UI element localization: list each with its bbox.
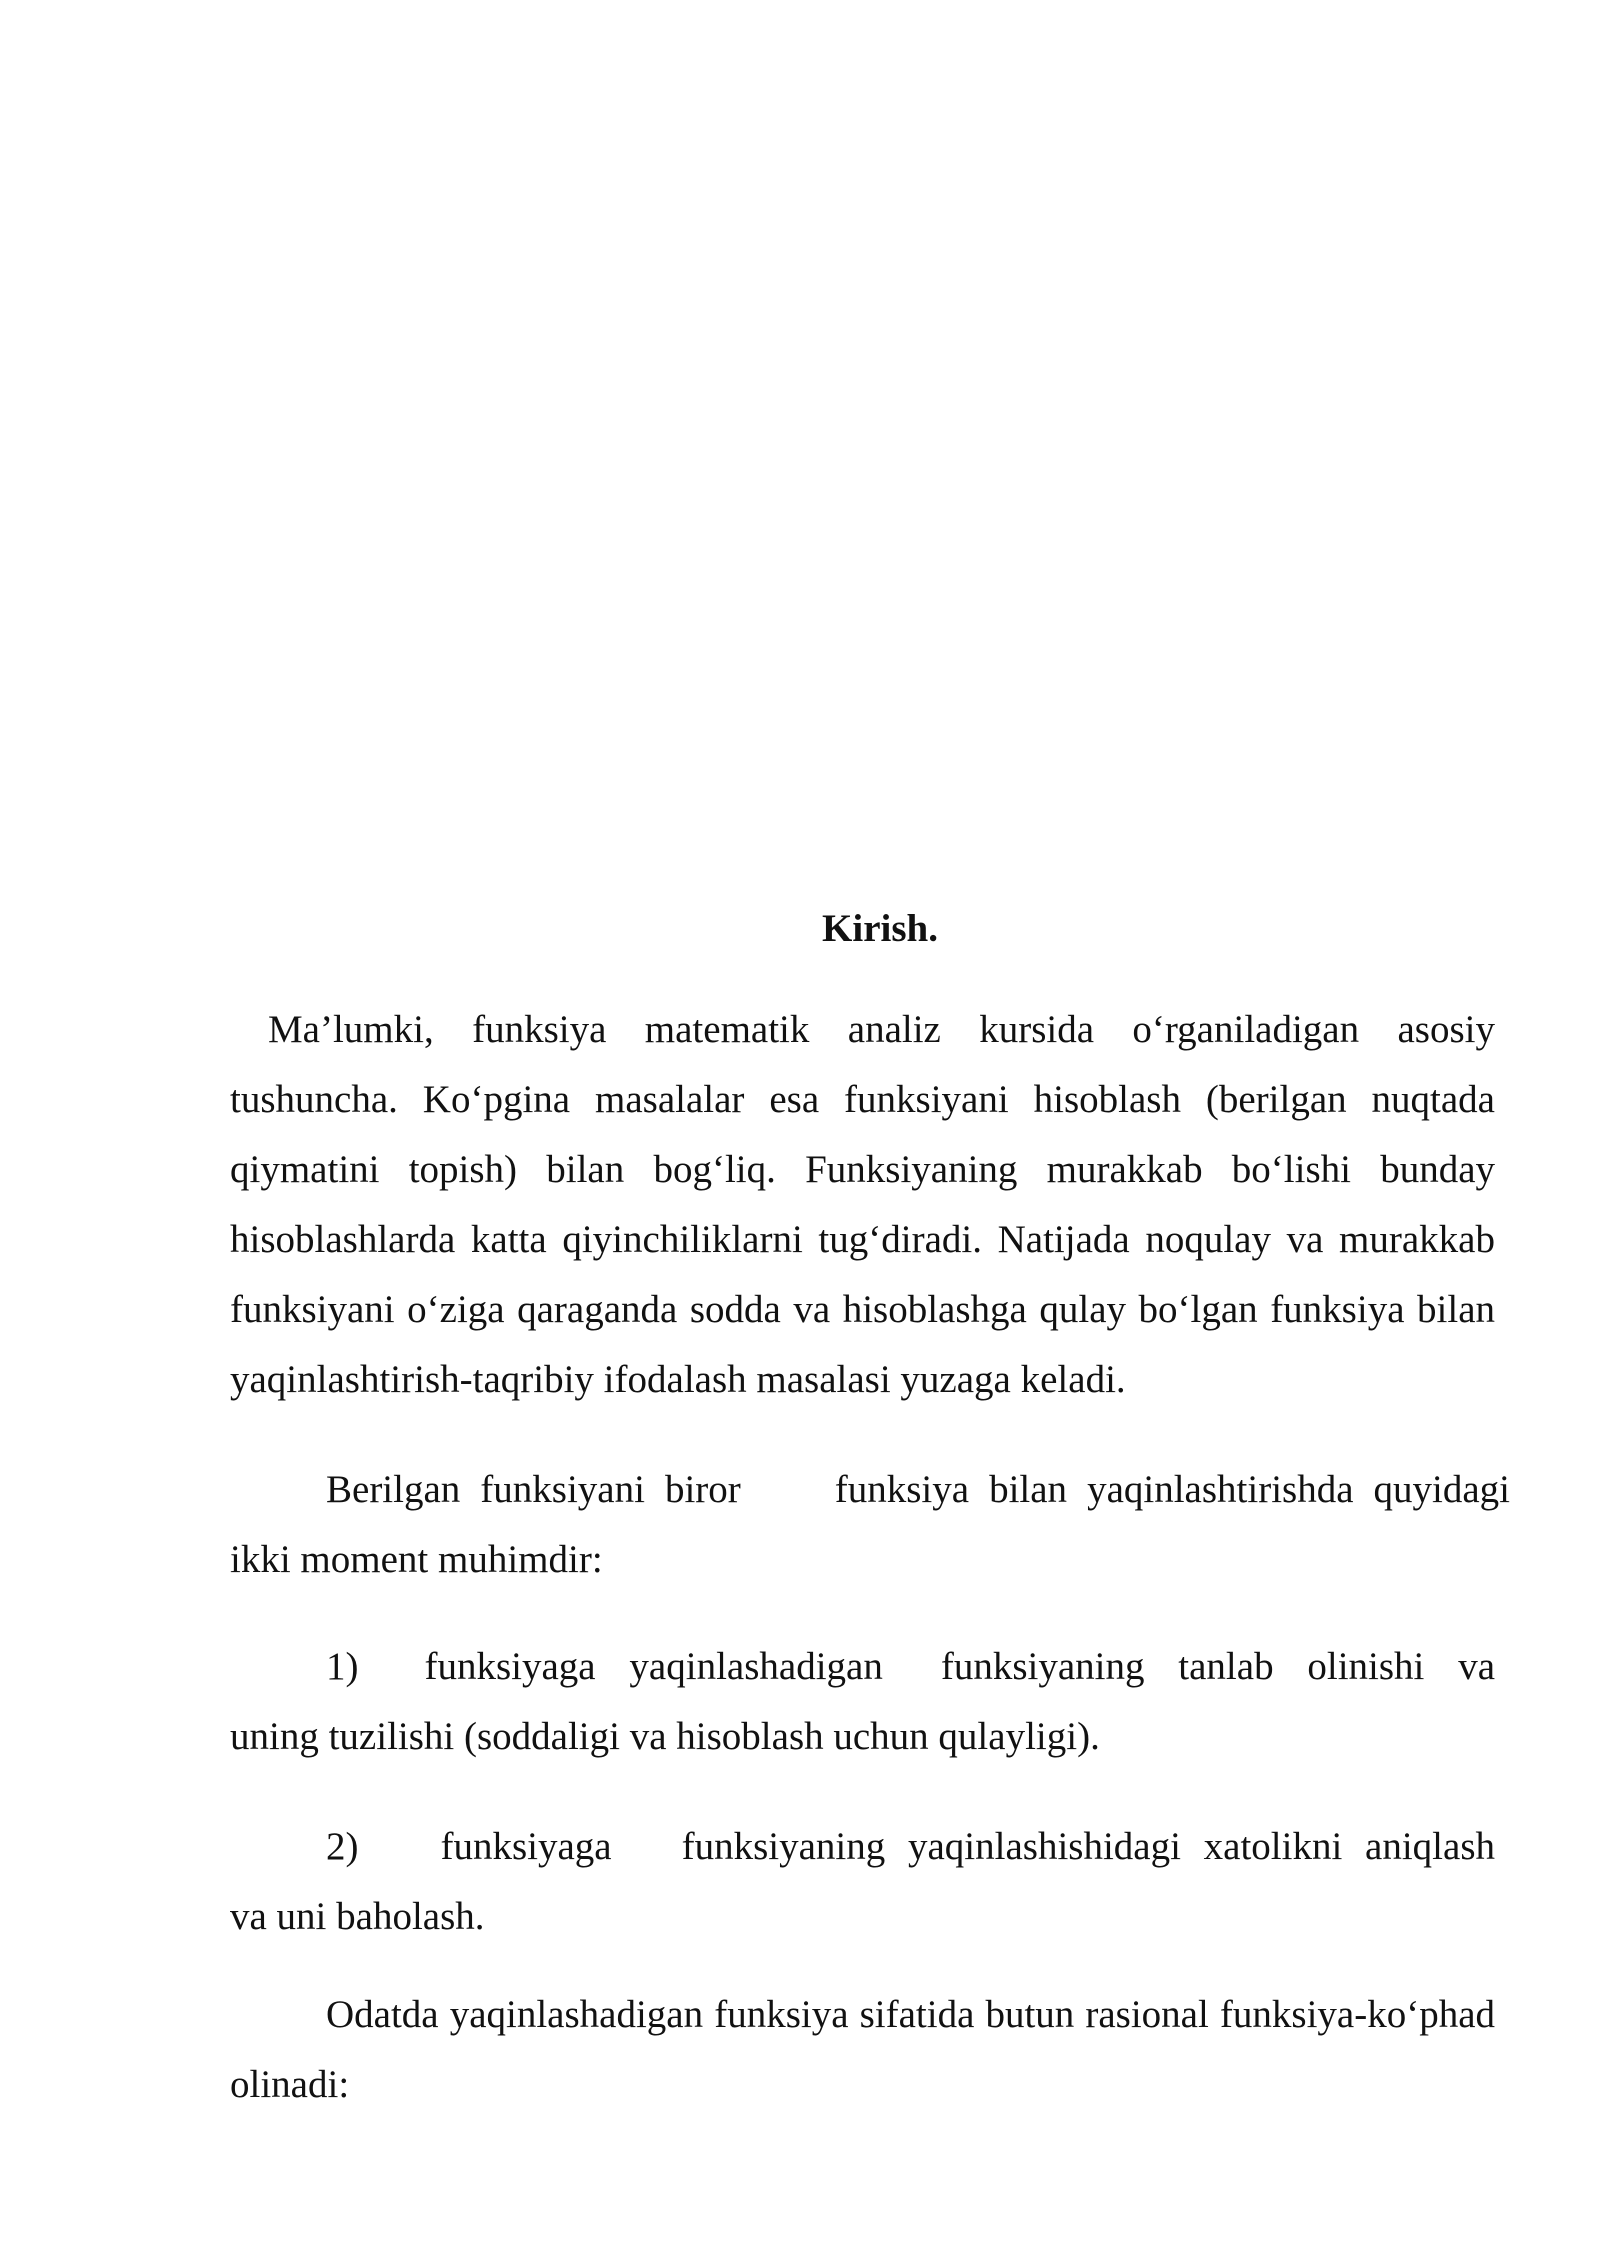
list-item-text-start: funksiyaga [440,1825,612,1868]
intro-paragraph: Ma’lumki, funksiya matematik analiz kursida o‘rganiladigan asosiy tushuncha. Ko‘pgina masalalar esa funksiyani hisoblash (berilgan nuqtada qiymatini topish) bilan bog‘liq. Funksiyaning murakkab bo‘lishi bunday hisoblashlarda katta qiyinchiliklarni tug‘diradi. Natijada noqulay va murakkab funksiyani o‘ziga qaraganda sodda va hisoblashga qulay bo‘lgan funksiya bilan yaqinlashtirish-taqribiy ifodalash masalasi yuzaga keladi. [230,1008,1495,1401]
list-item-2 [230,1812,1495,1952]
list-item-number: 2) [326,1825,359,1868]
list-item-text-end: funksiyaning yaqinlashishidagi xatolikni aniqlash va uni baholash. [230,1825,1495,1938]
list-item-number: 1) [326,1645,359,1688]
list-item-text-end: funksiyaning tanlab olinishi va uning tuzilishi (soddaligi va hisoblash uchun qulayligi). [230,1645,1495,1758]
approximation-text-start: Berilgan funksiyani biror [326,1468,741,1511]
approximation-text-end: funksiya bilan yaqinlashtirishda quyidagi ikki moment muhimdir: [230,1468,1510,1581]
polynomial-paragraph: Odatda yaqinlashadigan funksiya sifatida butun rasional funksiya-ko‘phad olinadi: [230,1993,1495,2106]
approximation-paragraph [230,1455,1510,1595]
list-item-text-start: funksiyaga yaqinlashadigan [424,1645,883,1688]
section-heading: Kirish. [822,907,938,950]
list-item-1 [230,1632,1495,1772]
